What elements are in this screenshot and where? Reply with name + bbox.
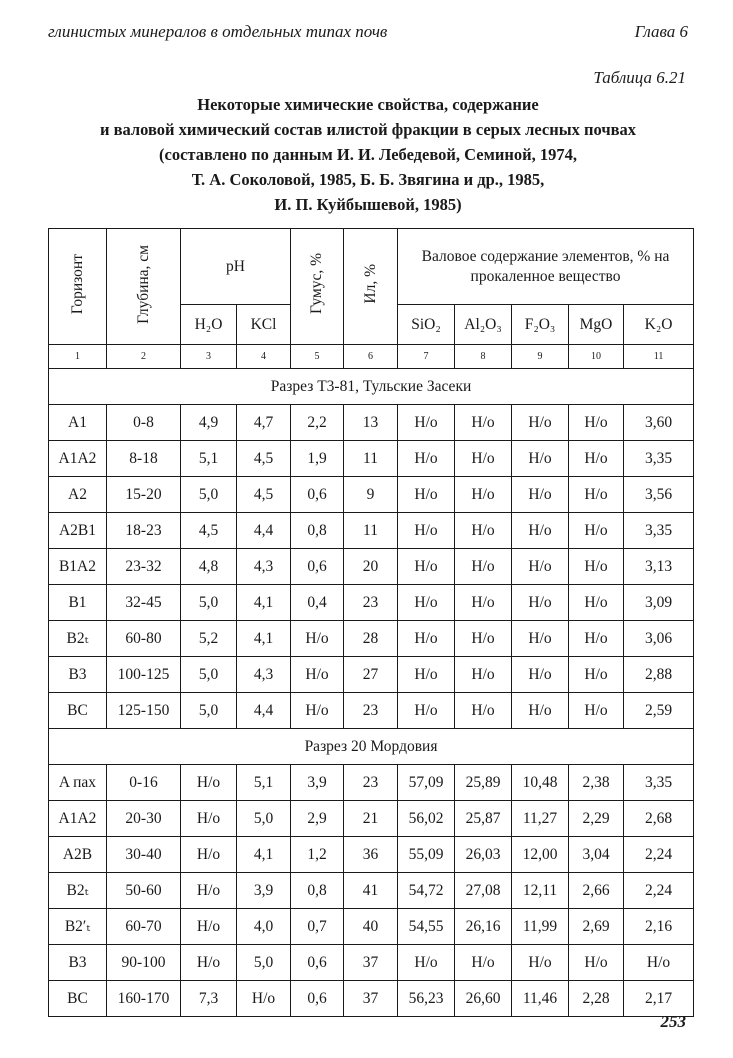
table-cell: Н/о bbox=[512, 549, 569, 585]
header-depth-label: Глубина, см bbox=[134, 244, 152, 324]
table-cell: 11,27 bbox=[512, 801, 569, 837]
running-head-right: Глава 6 bbox=[634, 22, 688, 41]
table-cell: Н/о bbox=[569, 621, 624, 657]
table-cell: 2,24 bbox=[624, 873, 694, 909]
table-cell: 5,1 bbox=[181, 441, 237, 477]
table-cell: Н/о bbox=[398, 657, 455, 693]
table-cell: Н/о bbox=[569, 549, 624, 585]
table-cell: Н/о bbox=[569, 513, 624, 549]
table-cell: Н/о bbox=[569, 945, 624, 981]
table-row bbox=[49, 405, 694, 441]
table-cell: 10,48 bbox=[512, 765, 569, 801]
table-cell: 5,2 bbox=[181, 621, 237, 657]
table-cell: 20 bbox=[344, 549, 398, 585]
header-clay bbox=[344, 229, 398, 345]
table-cell: Н/о bbox=[455, 405, 512, 441]
header-sio2: SiO₂ bbox=[398, 305, 455, 345]
table-cell: 54,55 bbox=[398, 909, 455, 945]
table-cell: 3,60 bbox=[624, 405, 694, 441]
column-number: 2 bbox=[107, 345, 181, 369]
table-row bbox=[49, 621, 694, 657]
table-cell: 60-70 bbox=[107, 909, 181, 945]
column-number: 9 bbox=[512, 345, 569, 369]
table-cell: 0,7 bbox=[291, 909, 344, 945]
table-row bbox=[49, 441, 694, 477]
header-ph-h2o: H₂O bbox=[181, 305, 237, 345]
table-cell: B1 bbox=[49, 585, 107, 621]
table-cell: B2ₜ bbox=[49, 873, 107, 909]
table-cell: Н/о bbox=[569, 693, 624, 729]
table-cell: 4,7 bbox=[237, 405, 291, 441]
table-cell: Н/о bbox=[512, 621, 569, 657]
table-cell: B3 bbox=[49, 657, 107, 693]
table-cell: 100-125 bbox=[107, 657, 181, 693]
table-cell: 55,09 bbox=[398, 837, 455, 873]
table-cell: 4,8 bbox=[181, 549, 237, 585]
table-cell: 4,4 bbox=[237, 693, 291, 729]
table-cell: 13 bbox=[344, 405, 398, 441]
table-cell: 2,28 bbox=[569, 981, 624, 1017]
header-fe2o3: F₂O₃ bbox=[512, 305, 569, 345]
table-cell: Н/о bbox=[512, 945, 569, 981]
table-row bbox=[49, 837, 694, 873]
table-cell: 5,0 bbox=[181, 693, 237, 729]
table-cell: Н/о bbox=[569, 657, 624, 693]
table-cell: Н/о bbox=[512, 441, 569, 477]
table-cell: Н/о bbox=[455, 657, 512, 693]
table-cell: 11,46 bbox=[512, 981, 569, 1017]
table-cell: A1A2 bbox=[49, 801, 107, 837]
table-cell: B3 bbox=[49, 945, 107, 981]
table-cell: Н/о bbox=[455, 513, 512, 549]
column-number: 4 bbox=[237, 345, 291, 369]
column-number-row bbox=[49, 345, 694, 369]
table-cell: Н/о bbox=[398, 405, 455, 441]
table-cell: Н/о bbox=[398, 945, 455, 981]
table-cell: 9 bbox=[344, 477, 398, 513]
table-row bbox=[49, 549, 694, 585]
column-number: 3 bbox=[181, 345, 237, 369]
table-cell: Н/о bbox=[455, 585, 512, 621]
table-cell: Н/о bbox=[237, 981, 291, 1017]
table-cell: 41 bbox=[344, 873, 398, 909]
table-cell: 2,59 bbox=[624, 693, 694, 729]
table-cell: 37 bbox=[344, 945, 398, 981]
header-depth bbox=[107, 229, 181, 345]
header-horizon-label: Горизонт bbox=[68, 253, 86, 315]
table-cell: 2,24 bbox=[624, 837, 694, 873]
table-cell: 3,9 bbox=[237, 873, 291, 909]
running-head-left: глинистых минералов в отдельных типах почв bbox=[48, 22, 388, 41]
table-cell: 2,2 bbox=[291, 405, 344, 441]
table-cell: 15-20 bbox=[107, 477, 181, 513]
table-cell: 4,4 bbox=[237, 513, 291, 549]
table-cell: 30-40 bbox=[107, 837, 181, 873]
table-cell: 50-60 bbox=[107, 873, 181, 909]
column-number: 11 bbox=[624, 345, 694, 369]
table-row bbox=[49, 909, 694, 945]
table-cell: Н/о bbox=[398, 585, 455, 621]
table-title bbox=[48, 92, 688, 217]
table-cell: Н/о bbox=[455, 945, 512, 981]
column-number: 6 bbox=[344, 345, 398, 369]
table-label: Таблица 6.21 bbox=[593, 68, 686, 87]
table-row bbox=[49, 477, 694, 513]
table-cell: Н/о bbox=[569, 585, 624, 621]
table-cell: 5,0 bbox=[237, 801, 291, 837]
table-cell: 4,5 bbox=[181, 513, 237, 549]
table-cell: 2,69 bbox=[569, 909, 624, 945]
table-cell: 0-16 bbox=[107, 765, 181, 801]
table-cell: 90-100 bbox=[107, 945, 181, 981]
table-cell: A1A2 bbox=[49, 441, 107, 477]
table-cell: 3,35 bbox=[624, 765, 694, 801]
table-cell: 54,72 bbox=[398, 873, 455, 909]
section-row bbox=[49, 369, 694, 405]
table-cell: Н/о bbox=[512, 585, 569, 621]
title-line: Т. А. Соколовой, 1985, Б. Б. Звягина и др., 1985, bbox=[191, 170, 545, 189]
table-cell: B2ₜ bbox=[49, 621, 107, 657]
table-cell: BC bbox=[49, 693, 107, 729]
table-cell: 160-170 bbox=[107, 981, 181, 1017]
table-cell: 37 bbox=[344, 981, 398, 1017]
table-cell: 3,56 bbox=[624, 477, 694, 513]
table-cell: 5,0 bbox=[181, 657, 237, 693]
table-cell: Н/о bbox=[569, 405, 624, 441]
header-mgo: MgO bbox=[569, 305, 624, 345]
table-cell: Н/о bbox=[512, 513, 569, 549]
table-cell: 3,35 bbox=[624, 441, 694, 477]
table-row bbox=[49, 945, 694, 981]
table-row bbox=[49, 513, 694, 549]
table-cell: 56,23 bbox=[398, 981, 455, 1017]
table-cell: 18-23 bbox=[107, 513, 181, 549]
table-cell: Н/о bbox=[512, 657, 569, 693]
header-humus-label: Гумус, % bbox=[308, 253, 326, 315]
table-cell: 23 bbox=[344, 693, 398, 729]
table-cell: 4,3 bbox=[237, 549, 291, 585]
table-cell: BC bbox=[49, 981, 107, 1017]
table-cell: Н/о bbox=[455, 549, 512, 585]
table-cell: Н/о bbox=[181, 837, 237, 873]
header-clay-label: Ил, % bbox=[361, 264, 379, 304]
table-cell: 0,8 bbox=[291, 513, 344, 549]
table-cell: 27 bbox=[344, 657, 398, 693]
table-cell: 21 bbox=[344, 801, 398, 837]
table-cell: Н/о bbox=[455, 693, 512, 729]
table-cell: 0,6 bbox=[291, 945, 344, 981]
section-title: Разрез 20 Мордовия bbox=[49, 729, 694, 765]
table-cell: 0,6 bbox=[291, 549, 344, 585]
table-cell: 23 bbox=[344, 765, 398, 801]
table-cell: 25,87 bbox=[455, 801, 512, 837]
table-cell: Н/о bbox=[181, 765, 237, 801]
table-cell: Н/о bbox=[455, 441, 512, 477]
section-row bbox=[49, 729, 694, 765]
page-number: 253 bbox=[660, 1012, 686, 1031]
table-cell: 3,9 bbox=[291, 765, 344, 801]
table-cell: Н/о bbox=[181, 801, 237, 837]
section-title: Разрез Т3-81, Тульские Засеки bbox=[49, 369, 694, 405]
table-cell: 5,0 bbox=[237, 945, 291, 981]
header-ph: pH bbox=[181, 229, 291, 305]
table-cell: 4,5 bbox=[237, 441, 291, 477]
column-number: 8 bbox=[455, 345, 512, 369]
table-cell: B1A2 bbox=[49, 549, 107, 585]
header-gross: Валовое содержание элементов, % на прокаленное вещество bbox=[398, 229, 694, 305]
table-cell: Н/о bbox=[291, 657, 344, 693]
table-cell: 20-30 bbox=[107, 801, 181, 837]
table-cell: Н/о bbox=[398, 441, 455, 477]
table-cell: 4,1 bbox=[237, 621, 291, 657]
table-cell: 5,0 bbox=[181, 477, 237, 513]
table-cell: 7,3 bbox=[181, 981, 237, 1017]
table-cell: 3,35 bbox=[624, 513, 694, 549]
table-cell: 60-80 bbox=[107, 621, 181, 657]
table-cell: 2,29 bbox=[569, 801, 624, 837]
table-cell: 4,1 bbox=[237, 585, 291, 621]
table-cell: 28 bbox=[344, 621, 398, 657]
table-cell: 1,9 bbox=[291, 441, 344, 477]
column-number: 1 bbox=[49, 345, 107, 369]
table-cell: 2,88 bbox=[624, 657, 694, 693]
header-horizon bbox=[49, 229, 107, 345]
header-humus bbox=[291, 229, 344, 345]
table-cell: 4,3 bbox=[237, 657, 291, 693]
table-cell: A1 bbox=[49, 405, 107, 441]
table-cell: 4,5 bbox=[237, 477, 291, 513]
table-cell: 32-45 bbox=[107, 585, 181, 621]
table-row bbox=[49, 873, 694, 909]
table-cell: 2,17 bbox=[624, 981, 694, 1017]
table-cell: 57,09 bbox=[398, 765, 455, 801]
table-cell: Н/о bbox=[569, 477, 624, 513]
table-cell: 2,66 bbox=[569, 873, 624, 909]
data-table bbox=[48, 228, 694, 1017]
table-cell: Н/о bbox=[291, 693, 344, 729]
table-cell: 23-32 bbox=[107, 549, 181, 585]
table-cell: 3,06 bbox=[624, 621, 694, 657]
table-cell: 3,09 bbox=[624, 585, 694, 621]
title-line: и валовой химический состав илистой фракции в серых лесных почвах bbox=[99, 120, 637, 139]
table-cell: Н/о bbox=[398, 513, 455, 549]
table-cell: 2,9 bbox=[291, 801, 344, 837]
column-number: 10 bbox=[569, 345, 624, 369]
table-cell: 3,13 bbox=[624, 549, 694, 585]
table-row bbox=[49, 693, 694, 729]
table-cell: 5,1 bbox=[237, 765, 291, 801]
table-cell: 8-18 bbox=[107, 441, 181, 477]
table-cell: Н/о bbox=[512, 405, 569, 441]
table-cell: Н/о bbox=[455, 621, 512, 657]
table-cell: 25,89 bbox=[455, 765, 512, 801]
table-cell: Н/о bbox=[181, 909, 237, 945]
title-line: (составлено по данным И. И. Лебедевой, Семиной, 1974, bbox=[159, 145, 577, 164]
table-cell: 1,2 bbox=[291, 837, 344, 873]
table-row bbox=[49, 765, 694, 801]
table-cell: 0,6 bbox=[291, 477, 344, 513]
table-cell: 3,04 bbox=[569, 837, 624, 873]
column-number: 5 bbox=[291, 345, 344, 369]
table-cell: Н/о bbox=[624, 945, 694, 981]
header-al2o3: Al₂O₃ bbox=[455, 305, 512, 345]
table-cell: 11 bbox=[344, 441, 398, 477]
table-cell: 12,00 bbox=[512, 837, 569, 873]
table-cell: Н/о bbox=[398, 693, 455, 729]
table-cell: 0,6 bbox=[291, 981, 344, 1017]
table-cell: 11 bbox=[344, 513, 398, 549]
table-cell: 56,02 bbox=[398, 801, 455, 837]
table-row bbox=[49, 585, 694, 621]
table-cell: Н/о bbox=[569, 441, 624, 477]
table-cell: 2,38 bbox=[569, 765, 624, 801]
table-cell: 12,11 bbox=[512, 873, 569, 909]
table-cell: A2B1 bbox=[49, 513, 107, 549]
table-cell: 125-150 bbox=[107, 693, 181, 729]
table-cell: 26,03 bbox=[455, 837, 512, 873]
table-cell: 40 bbox=[344, 909, 398, 945]
table-cell: Н/о bbox=[181, 873, 237, 909]
table-cell: 4,0 bbox=[237, 909, 291, 945]
table-cell: 11,99 bbox=[512, 909, 569, 945]
table-cell: Н/о bbox=[398, 477, 455, 513]
table-cell: B2′ₜ bbox=[49, 909, 107, 945]
table-cell: Н/о bbox=[181, 945, 237, 981]
title-line: И. П. Куйбышевой, 1985) bbox=[274, 195, 462, 214]
table-cell: 26,16 bbox=[455, 909, 512, 945]
table-cell: Н/о bbox=[455, 477, 512, 513]
table-cell: A2 bbox=[49, 477, 107, 513]
header-k2o: K₂O bbox=[624, 305, 694, 345]
column-number: 7 bbox=[398, 345, 455, 369]
table-cell: 0,8 bbox=[291, 873, 344, 909]
table-cell: 23 bbox=[344, 585, 398, 621]
table-cell: 4,9 bbox=[181, 405, 237, 441]
table-row bbox=[49, 801, 694, 837]
table-cell: A2B bbox=[49, 837, 107, 873]
table-cell: Н/о bbox=[398, 621, 455, 657]
table-cell: 0,4 bbox=[291, 585, 344, 621]
table-cell: Н/о bbox=[291, 621, 344, 657]
table-cell: A пах bbox=[49, 765, 107, 801]
table-cell: Н/о bbox=[398, 549, 455, 585]
table-cell: 0-8 bbox=[107, 405, 181, 441]
table-cell: 2,68 bbox=[624, 801, 694, 837]
header-ph-kcl: KCl bbox=[237, 305, 291, 345]
table-cell: 5,0 bbox=[181, 585, 237, 621]
table-cell: 36 bbox=[344, 837, 398, 873]
table-row bbox=[49, 657, 694, 693]
table-cell: 26,60 bbox=[455, 981, 512, 1017]
title-line: Некоторые химические свойства, содержание bbox=[197, 95, 539, 114]
table-row bbox=[49, 981, 694, 1017]
table-cell: 2,16 bbox=[624, 909, 694, 945]
table-cell: 4,1 bbox=[237, 837, 291, 873]
running-head bbox=[48, 22, 688, 46]
table-cell: Н/о bbox=[512, 477, 569, 513]
table-cell: 27,08 bbox=[455, 873, 512, 909]
table-cell: Н/о bbox=[512, 693, 569, 729]
